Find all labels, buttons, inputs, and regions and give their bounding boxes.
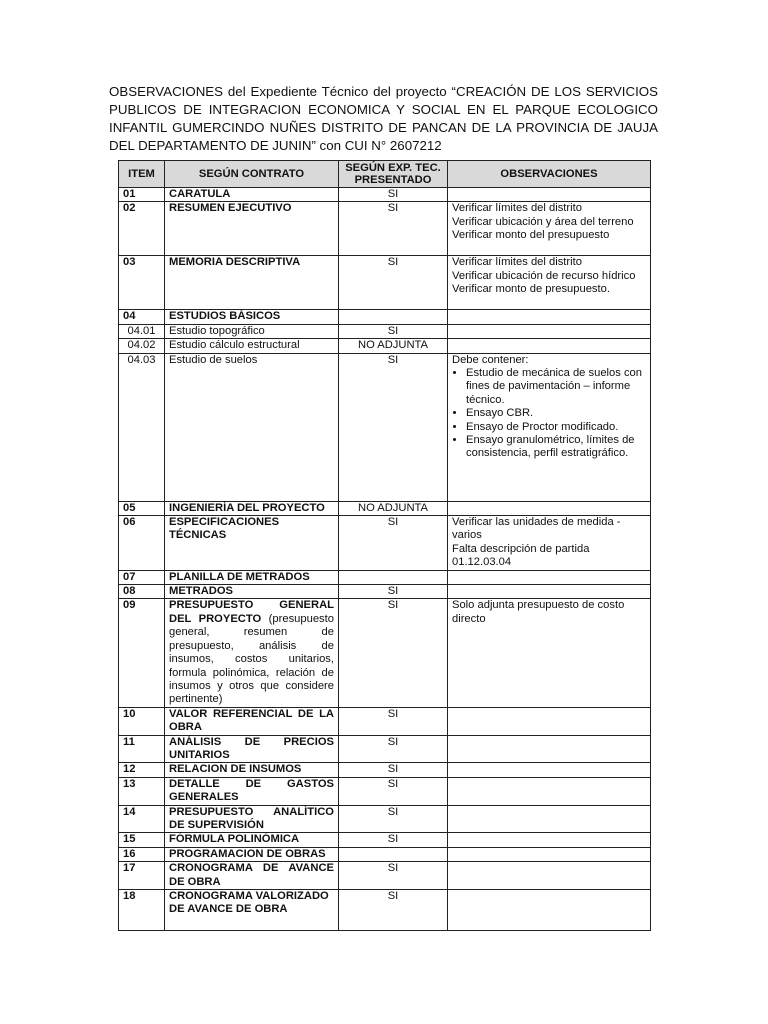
contrato-cell [165,862,339,890]
observaciones-cell [448,777,651,805]
contrato-label: ESPECIFICACIONES TÉCNICAS [169,516,280,542]
item-cell: 12 [119,763,165,777]
contrato-cell [165,202,339,256]
observaciones-cell [448,833,651,847]
contrato-label: ESTUDIOS BÁSICOS [169,310,281,323]
item-cell: 04 [119,310,165,324]
observation-bullet: • Ensayo granulométrico, límites de consistencia, perfil estratigráfico. [466,434,646,461]
item-cell: 18 [119,890,165,931]
item-cell: 04.01 [119,324,165,338]
observation-line: Verificar ubicación y área del terreno [452,215,634,228]
item-cell: 05 [119,501,165,515]
table-row [119,862,651,890]
table-row [119,188,651,202]
table-row [119,833,651,847]
contrato-cell [165,516,339,571]
presentado-cell: SI [339,516,448,571]
table-row [119,599,651,707]
item-cell: 04.02 [119,339,165,353]
item-cell: 15 [119,833,165,847]
observaciones-cell [448,862,651,890]
observaciones-cell [448,202,651,256]
presentado-cell: NO ADJUNTA [339,501,448,515]
item-cell: 10 [119,707,165,735]
presentado-cell: SI [339,256,448,310]
contrato-label: PLANILLA DE METRADOS [169,570,310,583]
contrato-cell [165,570,339,584]
contrato-label: CRONOGRAMA DE AVANCE DE OBRA [169,862,334,888]
contrato-cell [165,735,339,763]
presentado-cell: SI [339,735,448,763]
item-cell: 08 [119,585,165,599]
observaciones-cell [448,516,651,571]
presentado-cell: SI [339,890,448,931]
presentado-cell [339,570,448,584]
header-item: ITEM [119,161,165,188]
contrato-label: ANÁLISIS DE PRECIOS UNITARIOS [169,735,334,761]
table-row [119,847,651,861]
observation-line: Verificar ubicación de recurso hídrico [452,269,636,282]
contrato-cell [165,763,339,777]
observaciones-cell [448,847,651,861]
contrato-cell [165,353,339,501]
observation-bullet-list [452,367,646,461]
item-cell: 09 [119,599,165,707]
contrato-cell [165,707,339,735]
item-cell: 01 [119,188,165,202]
contrato-cell [165,805,339,833]
observaciones-cell [448,707,651,735]
presentado-cell: SI [339,585,448,599]
observaciones-cell [448,599,651,707]
table-row [119,202,651,256]
observaciones-cell [448,501,651,515]
table-row [119,310,651,324]
presentado-cell [339,847,448,861]
observaciones-cell [448,763,651,777]
table-row [119,501,651,515]
table-row [119,570,651,584]
presentado-cell: SI [339,833,448,847]
contrato-cell [165,256,339,310]
header-contrato: SEGÚN CONTRATO [165,161,339,188]
header-observaciones: OBSERVACIONES [448,161,651,188]
presentado-cell: SI [339,707,448,735]
table-row [119,763,651,777]
contrato-cell [165,339,339,353]
item-cell: 14 [119,805,165,833]
contrato-cell [165,188,339,202]
contrato-label: METRADOS [169,585,234,598]
table-row [119,735,651,763]
observation-bullet: • Ensayo CBR. [466,407,646,420]
header-presentado-line2: PRESENTADO [354,174,432,186]
presentado-cell: NO ADJUNTA [339,339,448,353]
contrato-cell [165,890,339,931]
item-cell: 02 [119,202,165,256]
item-cell: 06 [119,516,165,571]
observaciones-cell [448,256,651,310]
contrato-label: VALOR REFERENCIAL DE LA OBRA [169,707,334,734]
presentado-cell: SI [339,324,448,338]
observaciones-cell [448,805,651,833]
observaciones-cell [448,353,651,501]
observation-line: Verificar las unidades de medida - varios [452,516,621,542]
contrato-label: PRESUPUESTO GENERAL DEL PROYECTO [169,599,334,625]
contrato-cell [165,310,339,324]
contrato-cell [165,777,339,805]
contrato-label: INGENIERÍA DEL PROYECTO [169,501,325,514]
observaciones-cell [448,339,651,353]
table-row [119,516,651,571]
observation-bullet: • Estudio de mecánica de suelos con fines de pavimentación – informe técnico. [466,367,646,407]
observation-line: Solo adjunta presupuesto de costo directo [452,599,625,625]
item-cell: 04.03 [119,353,165,501]
observation-line: Verificar monto de presupuesto. [452,283,610,296]
presentado-cell: SI [339,599,448,707]
item-cell: 11 [119,735,165,763]
contrato-label: PROGRAMACION DE OBRAS [169,847,326,860]
table-row [119,777,651,805]
contrato-label: RESUMEN EJECUTIVO [169,202,292,215]
contrato-label: FÓRMULA POLINÓMICA [169,833,300,846]
contrato-label: DETALLE DE GASTOS GENERALES [169,777,334,804]
presentado-cell: SI [339,862,448,890]
presentado-cell: SI [339,805,448,833]
observation-line: Verificar límites del distrito [452,202,582,215]
contrato-cell [165,847,339,861]
observaciones-cell [448,735,651,763]
presentado-cell: SI [339,353,448,501]
observaciones-cell [448,324,651,338]
contrato-cell [165,501,339,515]
presentado-cell: SI [339,188,448,202]
table-row [119,256,651,310]
observaciones-cell [448,188,651,202]
contrato-cell [165,324,339,338]
item-cell: 17 [119,862,165,890]
presentado-cell: SI [339,777,448,805]
table-row [119,353,651,501]
contrato-label: Estudio de suelos [169,353,258,366]
contrato-label: CARATULA [169,188,231,200]
table-header-row [119,161,651,188]
observation-bullet: • Ensayo de Proctor modificado. [466,421,646,434]
contrato-label: Estudio topográfico [169,324,265,337]
item-cell: 03 [119,256,165,310]
contrato-label: Estudio cálculo estructural [169,339,300,352]
document-intro: OBSERVACIONES del Expediente Técnico del proyecto “CREACIÓN DE LOS SERVICIOS PUBLICOS DE INTEGRACION ECONOMICA Y SOCIAL EN EL PARQUE ECOLOGICO INFANTIL GUMERCINDO NUÑES DISTRITO DE PANCAN DE LA PROVINCIA DE JAUJA DEL DEPARTAMENTO DE JUNIN” con CUI N° 2607212 [109,84,658,153]
item-cell: 13 [119,777,165,805]
observation-line: Falta descripción de partida 01.12.03.04 [452,542,590,569]
observaciones-cell [448,585,651,599]
contrato-cell [165,833,339,847]
observations-table [118,160,651,931]
contrato-label: RELACION DE INSUMOS [169,763,302,776]
presentado-cell: SI [339,202,448,256]
observation-line: Verificar monto del presupuesto [452,229,610,242]
table-row [119,890,651,931]
contrato-label: CRONOGRAMA VALORIZADO DE AVANCE DE OBRA [169,890,329,916]
contrato-cell [165,585,339,599]
presentado-cell [339,310,448,324]
observation-intro: Debe contener: [452,353,529,366]
item-cell: 16 [119,847,165,861]
observaciones-cell [448,890,651,931]
contrato-label: PRESUPUESTO ANALÍTICO DE SUPERVISIÓN [169,805,334,831]
table-row [119,805,651,833]
presentado-cell: SI [339,763,448,777]
observaciones-cell [448,570,651,584]
table-row [119,707,651,735]
item-cell: 07 [119,570,165,584]
header-presentado-line1: SEGÚN EXP. TEC. [345,161,441,174]
header-presentado [339,161,448,188]
contrato-detail: (presupuesto general, resumen de presupuesto, análisis de insumos, costos unitarios, formula polinómica, relación de insumos y otros que considere pertinente) [169,612,334,706]
table-row [119,324,651,338]
table-row [119,339,651,353]
contrato-cell [165,599,339,707]
observation-line: Verificar límites del distrito [452,256,582,269]
observaciones-cell [448,310,651,324]
table-row [119,585,651,599]
contrato-label: MEMORIA DESCRIPTIVA [169,256,301,269]
